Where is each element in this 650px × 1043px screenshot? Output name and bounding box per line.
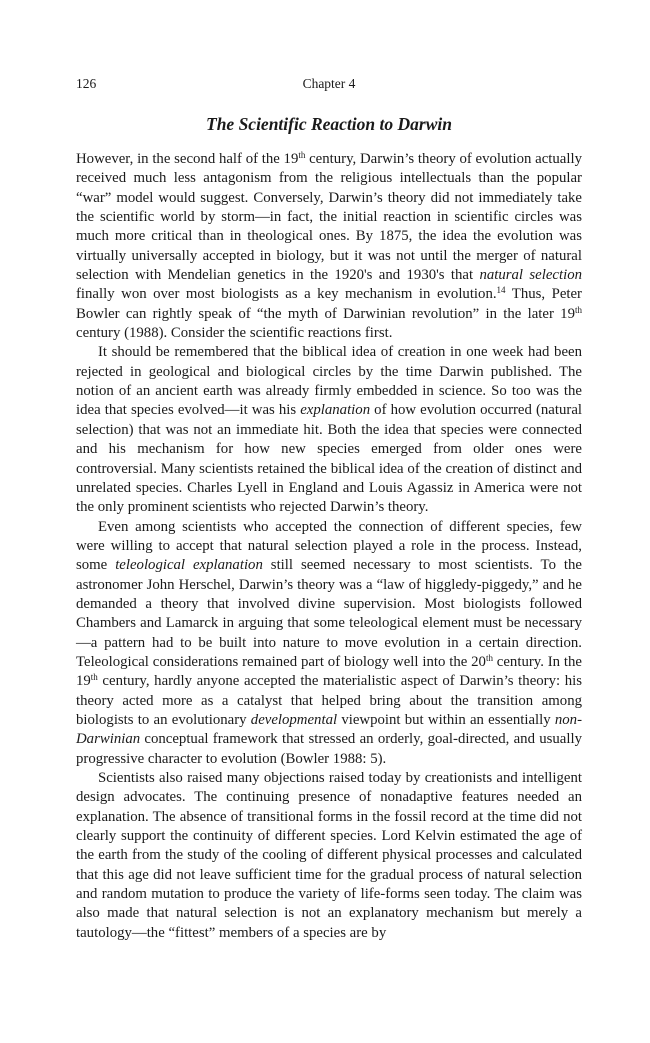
paragraph-1: However, in the second half of the 19th century, Darwin’s theory of evolution actually received much less antagonism from the religious intellectuals than the popular “war” model would suggest. Conversely, Darwin’s theory did not immediately take the scientific world by storm—in fact, the initial reaction in scientific circles was much more critical than in theological ones. By 1875, the idea the evolution was virtually universally accepted in biology, but it was not until the merger of natural selection with Mendelian genetics in the 1920's and 1930's that natural selection finally won over most biologists as a key mechanism in evolution.$^{14}$ Thus, Peter Bowler can rightly speak of “the myth of Darwinian revolution” in the later 19th century (1988). Consider the scientific reactions first. <box>76 150 582 342</box>
paragraph-3: Even among scientists who accepted the connection of different species, few were willing to accept that natural selection played a role in the process. Instead, some teleological explanation still seemed necessary to most scientists. To the astronomer John Herschel, Darwin’s theory was a “law of higgledy-piggedy,” and he demanded a theory that involved divine supervision. Most biologists followed Chambers and Lamarck in arguing that some teleological element must be necessary—a pattern had to be built into nature to move evolution in a certain direction. Teleological considerations remained part of biology well into the 20th century. In the 19th century, hardly anyone accepted the materialistic aspect of Darwin’s theory: his theory acted more as a catalyst that helped bring about the transition among biologists to an evolutionary developmental viewpoint but within an essentially non-Darwinian conceptual framework that stressed an orderly, goal-directed, and usually progressive character to evolution (Bowler 1988: 5). <box>76 518 582 767</box>
running-head: Chapter 4 <box>302 76 356 91</box>
section-title: The Scientific Reaction to Darwin <box>206 114 452 134</box>
page-number: 126 <box>76 76 97 91</box>
paragraph-2: It should be remembered that the biblical idea of creation in one week had been rejected in geological and biological circles by the time Darwin published. The notion of an ancient earth was already firmly embedded in science. So too was the idea that species evolved—it was his explanation of how evolution occurred (natural selection) that was not an immediate hit. Both the idea that species were connected and his mechanism for how new species emerged from older ones were controversial. Many scientists retained the biblical idea of the creation of distinct and unrelated species. Charles Lyell in England and Louis Agassiz in America were not the only prominent scientists who rejected Darwin’s theory. <box>76 344 582 516</box>
footnote-ref-14: 14 <box>496 285 506 296</box>
body-text <box>76 150 582 943</box>
page-header <box>76 76 582 96</box>
paragraph-4: Scientists also raised many objections raised today by creationists and intelligent design advocates. The continuing presence of nonadaptive features needed an explanation. The absence of transitional forms in the fossil record at the time did not clearly support the continuity of different species. Lord Kelvin estimated the age of the earth from the study of the cooling of different physical processes and calculated that this age did not leave sufficient time for the gradual process of natural selection and random mutation to produce the variety of life-forms seen today. The claim was also made that natural selection is not an explanatory mechanism but merely a tautology—the “fittest” members of a species are by <box>76 770 582 941</box>
